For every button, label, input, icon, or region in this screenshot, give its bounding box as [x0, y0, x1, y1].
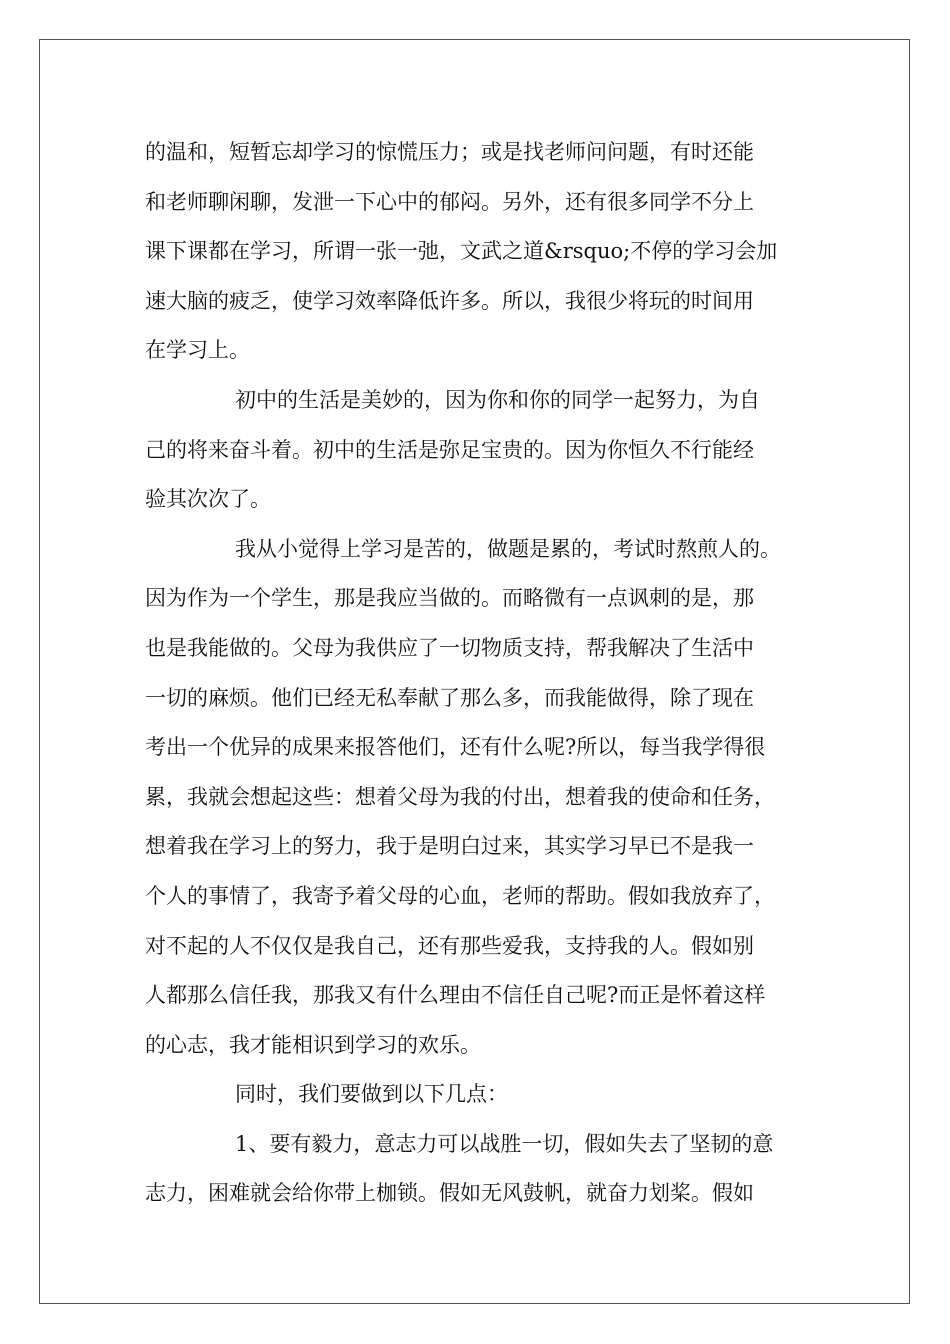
text-line: 在学习上。 — [145, 338, 250, 363]
text-line: 一切的麻烦。他们已经无私奉献了那么多，而我能做得，除了现在 — [145, 685, 754, 710]
text-line: 课下课都在学习，所谓一张一弛，文武之道&rsquo;不停的学习会加 — [145, 239, 778, 264]
text-line: 想着我在学习上的努力，我于是明白过来，其实学习早已不是我一 — [145, 834, 754, 859]
text-line: 也是我能做的。父母为我供应了一切物质支持，帮我解决了生活中 — [145, 635, 754, 660]
text-line: 的温和，短暂忘却学习的惊慌压力；或是找老师问问题，有时还能 — [145, 140, 754, 164]
text-line: 和老师聊闲聊，发泄一下心中的郁闷。另外，还有很多同学不分上 — [145, 189, 754, 214]
paragraph-start: 初中的生活是美妙的，因为你和你的同学一起努力，为自 — [235, 387, 760, 412]
text-line: 验其次次了。 — [145, 487, 271, 512]
text-line: 累，我就会想起这些：想着父母为我的付出，想着我的使命和任务， — [145, 784, 775, 809]
paragraph-start: 我从小觉得上学习是苦的，做题是累的，考试时熬煎人的。 — [235, 536, 781, 561]
text-line: 速大脑的疲乏，使学习效率降低许多。所以，我很少将玩的时间用 — [145, 288, 754, 313]
text-line: 志力，困难就会给你带上枷锁。假如无风鼓帆，就奋力划桨。假如 — [145, 1181, 754, 1206]
text-line: 个人的事情了，我寄予着父母的心血，老师的帮助。假如我放弃了， — [145, 883, 775, 908]
text-line: 己的将来奋斗着。初中的生活是弥足宝贵的。因为你恒久不行能经 — [145, 437, 754, 462]
text-line: 人都那么信任我，那我又有什么理由不信任自己呢?而正是怀着这样 — [145, 983, 766, 1008]
list-item-start: 1、要有毅力，意志力可以战胜一切，假如失去了坚韧的意 — [235, 1131, 774, 1156]
paragraph-start: 同时，我们要做到以下几点： — [235, 1082, 508, 1107]
document-body — [145, 128, 825, 1219]
text-line: 考出一个优异的成果来报答他们，还有什么呢?所以，每当我学得很 — [145, 735, 766, 760]
text-line: 对不起的人不仅仅是我自己，还有那些爱我，支持我的人。假如别 — [145, 933, 754, 958]
text-line: 因为作为一个学生，那是我应当做的。而略微有一点讽刺的是，那 — [145, 586, 754, 611]
text-line: 的心志，我才能相识到学习的欢乐。 — [145, 1032, 481, 1057]
